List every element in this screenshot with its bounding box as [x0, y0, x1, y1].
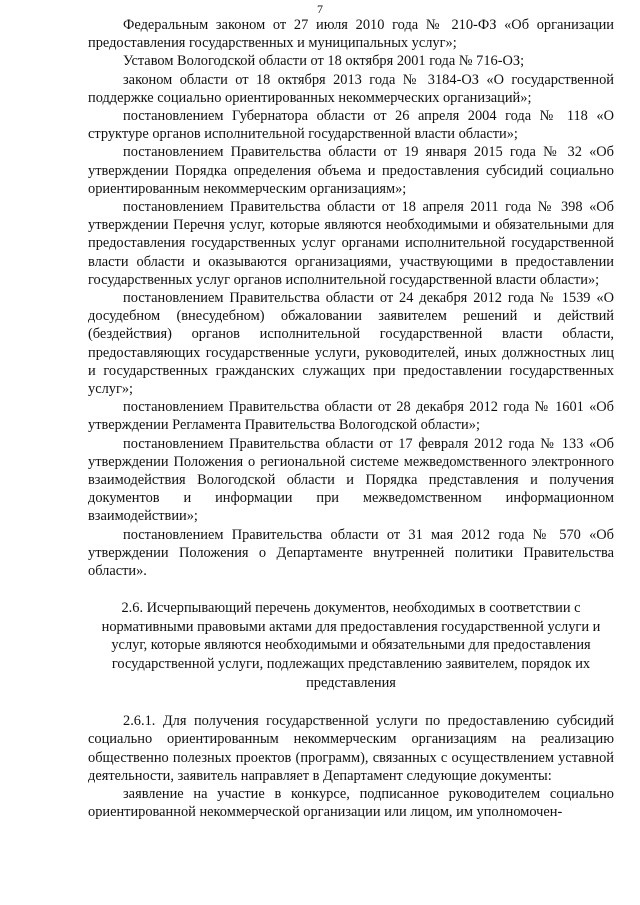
- legal-basis-list: [88, 16, 614, 580]
- section-heading: 2.6. Исчерпывающий перечень документов, необходимых в соответствии с нормативными правовыми актами для предоставления государственной услуги и услуг, которые являются необходимыми и обязательными для предоставления государственной услуги, подлежащих представлению заявителем, порядок их представления: [101, 600, 601, 691]
- list-item: постановлением Губернатора области от 26 апреля 2004 года № 118 «О структуре органов исполнительной государственной власти области»;: [88, 108, 614, 143]
- list-item: постановлением Правительства области от 17 февраля 2012 года № 133 «Об утверждении Положения о региональной системе межведомственного электронного взаимодействия Вологодской области и Порядка представления и получения документов и информации при межведомственном информационном взаимодействии»;: [88, 435, 614, 525]
- list-item: Уставом Вологодской области от 18 октября 2001 года № 716-ОЗ;: [123, 53, 525, 70]
- list-item: постановлением Правительства области от 24 декабря 2012 года № 1539 «О досудебном (внесудебном) обжаловании заявителем решений и действий (бездействия) органов исполнительной государственной власти области, предоставляющих государственные услуги, руководителей, иных должностных лиц и государственных гражданских служащих при предоставлении государственных услуг»;: [88, 290, 614, 398]
- list-item: постановлением Правительства области от 19 января 2015 года № 32 «Об утверждении Порядка определения объема и предоставления субсидий социально ориентированным некоммерческим организациям»;: [88, 144, 614, 197]
- body-paragraph: заявление на участие в конкурсе, подписанное руководителем социально ориентированной некоммерческой организации или лицом, им уполномочен-: [88, 786, 614, 821]
- list-item: постановлением Правительства области от 28 декабря 2012 года № 1601 «Об утверждении Регламента Правительства Вологодской области»;: [88, 399, 614, 434]
- section-spacer: [88, 692, 614, 712]
- list-item: законом области от 18 октября 2013 года № 3184-ОЗ «О государственной поддержке социально ориентированных некоммерческих организаций»;: [88, 71, 614, 106]
- list-item: Федеральным законом от 27 июля 2010 года № 210-ФЗ «Об организации предоставления государственных и муниципальных услуг»;: [88, 17, 614, 52]
- page-number: 7: [317, 2, 323, 16]
- list-item: постановлением Правительства области от 31 мая 2012 года № 570 «Об утверждении Положения о Департаменте внутренней политики Правительства области».: [88, 526, 614, 580]
- body-paragraph: 2.6.1. Для получения государственной услуги по предоставлению субсидий социально ориентированным некоммерческим организациям на реализацию общественно полезных проектов (программ), связанных с осуществлением уставной деятельности, заявитель направляет в Департамент следующие документы:: [88, 713, 614, 784]
- section-body: [88, 712, 614, 821]
- list-item: постановлением Правительства области от 18 апреля 2011 года № 398 «Об утверждении Перечня услуг, которые являются необходимыми и обязательными для предоставления государственных услуг органами исполнительной государственной власти области и оказываются организациями, участвующими в предоставлении государственных услуг органов исполнительной государственной власти области»;: [88, 199, 614, 288]
